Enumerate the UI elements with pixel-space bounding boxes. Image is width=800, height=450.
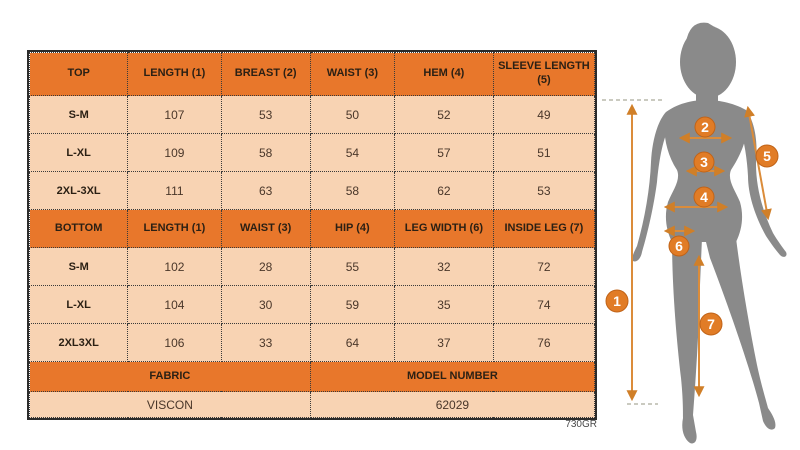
silhouette-left-arm — [632, 112, 672, 261]
silhouette-left-leg — [672, 238, 702, 443]
size-chart-table-container — [27, 50, 597, 420]
value-cell: 28 — [221, 248, 310, 286]
female-body-silhouette — [632, 23, 786, 444]
value-cell: 53 — [493, 172, 594, 210]
header-hip: HIP (4) — [310, 210, 394, 248]
value-cell: 62 — [394, 172, 493, 210]
marker-2 — [695, 117, 715, 137]
value-cell: 74 — [493, 286, 594, 324]
value-cell: 57 — [394, 134, 493, 172]
value-cell: 102 — [128, 248, 221, 286]
header-breast: BREAST (2) — [221, 53, 310, 96]
header-inside-leg: INSIDE LEG (7) — [493, 210, 594, 248]
header-length-top: LENGTH (1) — [128, 53, 221, 96]
table-row — [30, 286, 595, 324]
marker-6-label: 6 — [675, 238, 683, 254]
value-cell: 50 — [310, 96, 394, 134]
size-label: 2XL3XL — [30, 324, 128, 362]
size-label: 2XL-3XL — [30, 172, 128, 210]
size-chart-table — [29, 52, 595, 418]
value-cell: 106 — [128, 324, 221, 362]
header-waist-top: WAIST (3) — [310, 53, 394, 96]
size-label: S-M — [30, 248, 128, 286]
value-cell: 59 — [310, 286, 394, 324]
value-cell: 49 — [493, 96, 594, 134]
header-fabric: FABRIC — [30, 362, 311, 392]
size-label: L-XL — [30, 286, 128, 324]
value-cell: 64 — [310, 324, 394, 362]
bottom-header-row — [30, 210, 595, 248]
marker-3-label: 3 — [700, 154, 708, 170]
body-measurement-diagram — [600, 0, 800, 450]
model-number-value: 62029 — [310, 392, 594, 418]
value-cell: 35 — [394, 286, 493, 324]
marker-5 — [756, 145, 778, 167]
value-cell: 52 — [394, 96, 493, 134]
value-cell: 104 — [128, 286, 221, 324]
marker-4-label: 4 — [700, 189, 708, 205]
marker-2-label: 2 — [701, 119, 709, 135]
value-cell: 72 — [493, 248, 594, 286]
value-cell: 107 — [128, 96, 221, 134]
header-leg-width: LEG WIDTH (6) — [394, 210, 493, 248]
header-bottom: BOTTOM — [30, 210, 128, 248]
info-value-row — [30, 392, 595, 418]
value-cell: 55 — [310, 248, 394, 286]
header-top: TOP — [30, 53, 128, 96]
marker-7-label: 7 — [707, 316, 715, 332]
value-cell: 63 — [221, 172, 310, 210]
header-length-bottom: LENGTH (1) — [128, 210, 221, 248]
marker-3 — [694, 152, 714, 172]
marker-1-label: 1 — [613, 293, 621, 309]
value-cell: 32 — [394, 248, 493, 286]
table-row — [30, 248, 595, 286]
table-row — [30, 172, 595, 210]
marker-1 — [606, 290, 628, 312]
weight-code-note: 730GR — [565, 419, 597, 430]
value-cell: 54 — [310, 134, 394, 172]
marker-7 — [700, 313, 722, 335]
value-cell: 53 — [221, 96, 310, 134]
value-cell: 109 — [128, 134, 221, 172]
value-cell: 111 — [128, 172, 221, 210]
marker-6 — [669, 236, 689, 256]
marker-4 — [694, 187, 714, 207]
marker-5-label: 5 — [763, 148, 771, 164]
size-label: S-M — [30, 96, 128, 134]
value-cell: 37 — [394, 324, 493, 362]
value-cell: 33 — [221, 324, 310, 362]
value-cell: 30 — [221, 286, 310, 324]
value-cell: 58 — [221, 134, 310, 172]
table-row — [30, 324, 595, 362]
header-model-number: MODEL NUMBER — [310, 362, 594, 392]
value-cell: 76 — [493, 324, 594, 362]
header-hem: HEM (4) — [394, 53, 493, 96]
header-waist-bottom: WAIST (3) — [221, 210, 310, 248]
value-cell: 58 — [310, 172, 394, 210]
size-label: L-XL — [30, 134, 128, 172]
table-row — [30, 96, 595, 134]
info-header-row — [30, 362, 595, 392]
table-row — [30, 134, 595, 172]
value-cell: 51 — [493, 134, 594, 172]
header-sleeve-length: SLEEVE LENGTH (5) — [493, 53, 594, 96]
top-header-row — [30, 53, 595, 96]
fabric-value: VISCON — [30, 392, 311, 418]
